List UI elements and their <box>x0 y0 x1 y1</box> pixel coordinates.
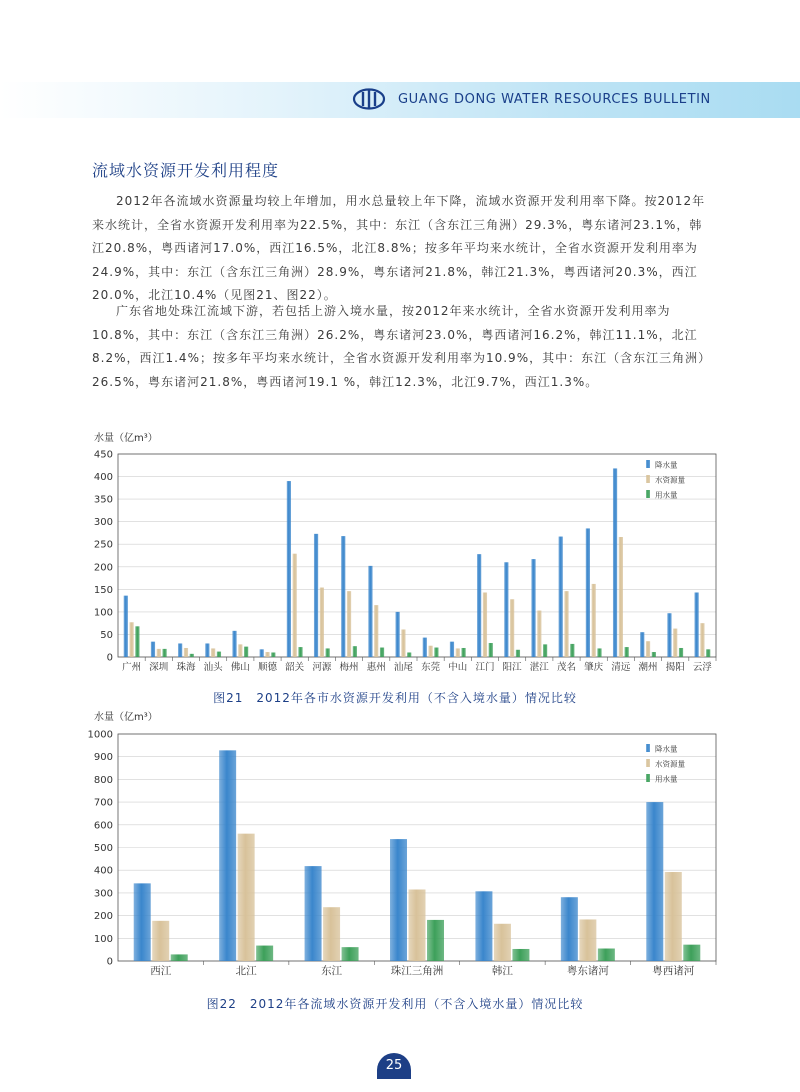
bar <box>409 889 426 961</box>
figure-21-caption: 图21 2012年各市水资源开发利用（不含入境水量）情况比较 <box>213 691 577 705</box>
bar <box>134 883 151 961</box>
bar <box>700 623 704 657</box>
bar <box>510 599 514 657</box>
bar <box>298 647 302 657</box>
bar <box>543 644 547 657</box>
legend-label: 用水量 <box>655 490 678 500</box>
bar <box>679 648 683 657</box>
legend-swatch <box>646 490 650 498</box>
x-tick-label: 佛山 <box>230 662 250 673</box>
y-tick-label: 300 <box>93 888 113 900</box>
bar <box>326 648 330 657</box>
bar <box>613 468 617 657</box>
bar <box>456 648 460 657</box>
bar <box>162 649 166 657</box>
x-tick-label: 肇庆 <box>584 662 604 673</box>
bar <box>135 626 139 657</box>
y-tick-label: 200 <box>93 562 113 574</box>
bar <box>489 643 493 657</box>
bar <box>586 528 590 657</box>
bar <box>592 584 596 657</box>
bar <box>347 591 351 657</box>
bar <box>129 622 133 657</box>
bar <box>256 946 273 961</box>
plot-frame <box>118 734 716 961</box>
legend-swatch <box>646 774 650 782</box>
bar <box>178 643 182 657</box>
bar <box>271 652 275 657</box>
bar <box>184 648 188 657</box>
bar <box>512 949 529 961</box>
bar <box>625 647 629 657</box>
y-tick-label: 400 <box>93 472 113 484</box>
x-tick-label: 珠海 <box>176 662 196 673</box>
bar <box>305 866 322 961</box>
bar <box>667 613 671 657</box>
bar <box>561 897 578 961</box>
y-axis-label: 水量（亿m³） <box>94 712 158 723</box>
bar <box>516 650 520 657</box>
y-tick-label: 350 <box>93 494 113 506</box>
x-tick-label: 深圳 <box>149 662 169 673</box>
bar <box>428 646 432 657</box>
x-tick-label: 东莞 <box>421 662 441 673</box>
legend-label: 用水量 <box>655 774 678 784</box>
bar <box>205 643 209 657</box>
bar <box>260 649 264 657</box>
y-tick-label: 150 <box>93 584 113 596</box>
bar <box>171 954 188 961</box>
bar <box>124 596 128 657</box>
paragraph-2: 广东省地处珠江流域下游，若包括上游入境水量，按2012年来水统计，全省水资源开发利用率为10.8%，其中：东江（含东江三角洲）26.2%，粤东诸河23.0%，粤西诸河16.2%，韩江11.1%，北江8.2%，西江1.4%；按多年平均来水统计，全省水资源开发利用率为10.9%，其中：东江（含东江三角洲）26.5%，粤东诸河21.8%，粤西诸河19.1 %，韩江12.3%，北江9.7%，西江1.3%。 <box>92 304 712 389</box>
bar <box>494 924 511 961</box>
bar <box>238 834 255 961</box>
bar <box>401 629 405 657</box>
bar <box>342 947 359 961</box>
bar <box>211 648 215 657</box>
x-tick-label: 珠江三角洲 <box>390 965 444 977</box>
section-title: 流域水资源开发利用程度 <box>92 161 280 180</box>
bar <box>619 537 623 657</box>
x-tick-label: 中山 <box>448 662 468 673</box>
y-tick-label: 250 <box>93 539 113 551</box>
bar <box>244 647 248 657</box>
y-axis-label: 水量（亿m³） <box>94 433 158 444</box>
bar <box>265 652 269 657</box>
x-tick-label: 粤东诸河 <box>566 965 609 977</box>
x-tick-label: 揭阳 <box>665 662 685 673</box>
x-tick-label: 顺德 <box>257 662 278 673</box>
header-title: GUANG DONG WATER RESOURCES BULLETIN <box>398 92 711 107</box>
bar <box>152 921 169 961</box>
legend-swatch <box>646 744 650 752</box>
bar <box>570 644 574 657</box>
legend-label: 水资源量 <box>655 759 685 769</box>
bar <box>190 654 194 657</box>
bar <box>293 554 297 657</box>
y-tick-label: 200 <box>93 911 113 923</box>
bar <box>504 562 508 657</box>
y-tick-label: 0 <box>106 652 113 664</box>
bar <box>320 588 324 657</box>
bar <box>477 554 481 657</box>
x-tick-label: 清远 <box>611 662 631 673</box>
bar <box>423 638 427 657</box>
bar <box>323 907 340 961</box>
bar <box>646 641 650 657</box>
bar <box>238 644 242 657</box>
x-tick-label: 汕头 <box>203 662 223 673</box>
bar <box>407 652 411 657</box>
x-tick-label: 广州 <box>122 662 142 673</box>
paragraph-1: 2012年各流域水资源量均较上年增加，用水总量较上年下降，流域水资源开发利用率下降。按2012年来水统计，全省水资源开发利用率为22.5%，其中：东江（含东江三角洲）29.3%，粤东诸河23.1%，韩江20.8%，粤西诸河17.0%，西江16.5%，北江8.8%；按多年平均来水统计，全省水资源开发利用率为24.9%，其中：东江（含东江三角洲）28.9%，粤东诸河21.8%，韩江21.3%，粤西诸河20.3%，西江20.0%，北江10.4%（见图21、图22）。 <box>92 194 706 302</box>
water-resources-logo-icon <box>352 88 386 110</box>
bar <box>380 648 384 657</box>
bar <box>665 872 682 961</box>
page-number: 25 <box>377 1053 411 1079</box>
bar <box>368 566 372 657</box>
y-tick-label: 100 <box>93 607 113 619</box>
y-tick-label: 100 <box>93 933 113 945</box>
bar <box>341 536 345 657</box>
bar <box>652 652 656 657</box>
bar <box>483 592 487 657</box>
bar <box>537 611 541 657</box>
bar <box>673 629 677 657</box>
legend-label: 降水量 <box>655 744 678 754</box>
legend-label: 降水量 <box>655 460 678 470</box>
bar <box>287 481 291 657</box>
bar <box>374 605 378 657</box>
y-tick-label: 0 <box>106 956 113 968</box>
y-tick-label: 900 <box>93 752 113 764</box>
bar <box>706 649 710 657</box>
bar <box>427 920 444 961</box>
bar <box>353 646 357 657</box>
bar <box>564 591 568 657</box>
x-tick-label: 河源 <box>312 662 332 673</box>
bar <box>683 945 700 961</box>
x-tick-label: 江门 <box>475 662 495 673</box>
figure-22-caption: 图22 2012年各流域水资源开发利用（不含入境水量）情况比较 <box>206 997 584 1011</box>
bar <box>597 648 601 657</box>
bar <box>434 648 438 657</box>
x-tick-label: 汕尾 <box>393 662 413 673</box>
y-tick-label: 50 <box>100 629 113 641</box>
x-tick-label: 梅州 <box>339 662 359 673</box>
x-tick-label: 惠州 <box>366 662 386 673</box>
y-tick-label: 800 <box>93 774 113 786</box>
bar <box>695 592 699 657</box>
x-tick-label: 韶关 <box>285 662 305 673</box>
bar <box>531 559 535 657</box>
bar <box>579 919 596 961</box>
legend-swatch <box>646 475 650 483</box>
legend-swatch <box>646 460 650 468</box>
x-tick-label: 云浮 <box>692 662 712 673</box>
plot-frame <box>118 454 716 657</box>
bar <box>217 652 221 657</box>
bar <box>475 891 492 961</box>
x-tick-label: 韩江 <box>491 965 513 977</box>
bar <box>559 537 563 657</box>
bar <box>396 612 400 657</box>
bar <box>461 648 465 657</box>
y-tick-label: 700 <box>93 797 113 809</box>
bar <box>151 642 155 657</box>
bar <box>314 534 318 657</box>
y-tick-label: 500 <box>93 843 113 854</box>
x-tick-label: 潮州 <box>638 662 658 673</box>
bar <box>390 839 407 961</box>
bar <box>219 750 236 961</box>
bar <box>640 632 644 657</box>
bar <box>157 649 161 657</box>
x-tick-label: 湛江 <box>529 662 549 673</box>
x-tick-label: 粤西诸河 <box>652 965 695 977</box>
x-tick-label: 西江 <box>150 965 172 977</box>
x-tick-label: 茂名 <box>556 662 577 673</box>
x-tick-label: 阳江 <box>502 662 522 673</box>
y-tick-label: 600 <box>93 820 113 832</box>
bar <box>450 642 454 657</box>
x-tick-label: 北江 <box>235 965 257 977</box>
bar <box>598 949 615 961</box>
y-tick-label: 300 <box>93 517 113 529</box>
bar <box>232 631 236 657</box>
bar <box>646 802 663 961</box>
legend-swatch <box>646 759 650 767</box>
legend-label: 水资源量 <box>655 475 685 485</box>
y-tick-label: 400 <box>93 865 113 877</box>
x-tick-label: 东江 <box>321 965 343 977</box>
y-tick-label: 450 <box>93 449 113 461</box>
y-tick-label: 1000 <box>87 729 113 741</box>
